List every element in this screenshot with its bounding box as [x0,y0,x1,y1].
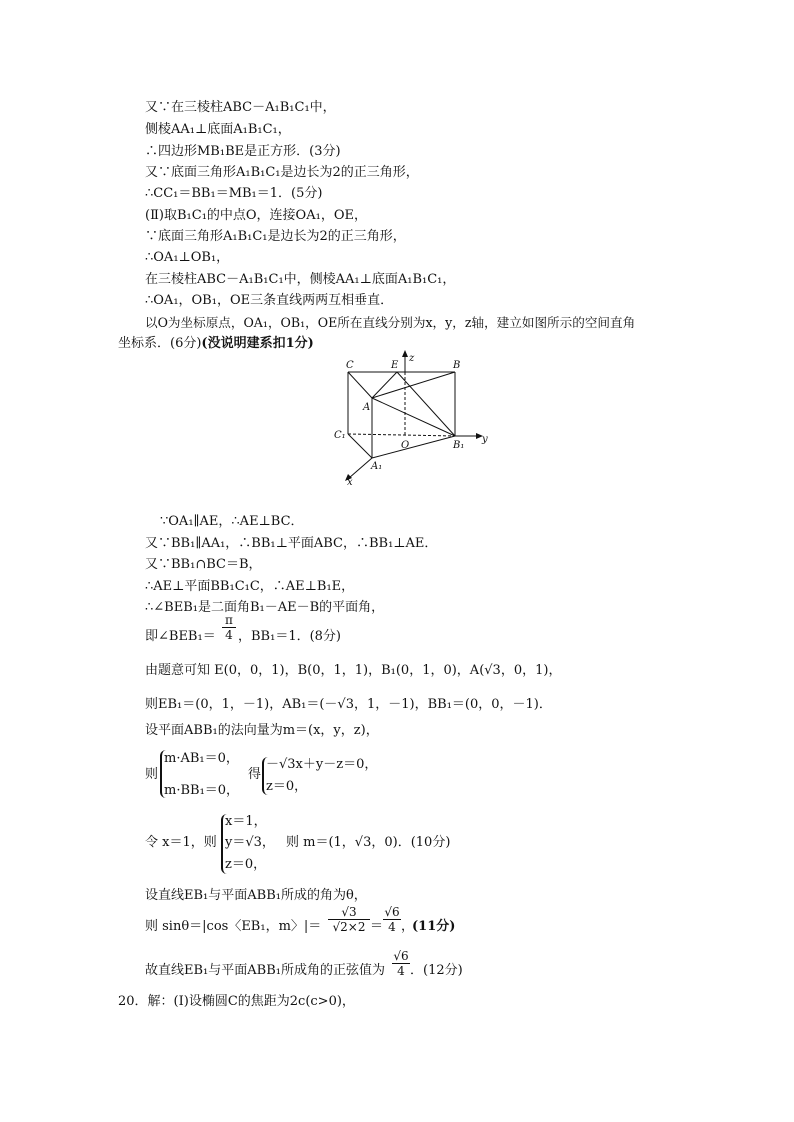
fraction-sqrt3-over [328,905,370,934]
text-line: ，BB₁＝1．(8分) [238,629,342,644]
equation: －√3x＋y－z＝0， [266,757,378,772]
text-line: (Ⅱ)取B₁C₁的中点O，连接OA₁，OE， [145,208,367,223]
text-line: 又∵底面三角形A₁B₁C₁是边长为2的正三角形， [145,165,419,180]
label-C1: C₁ [334,430,346,441]
equation: m·AB₁＝0， [164,751,239,766]
text-line: 则 m＝(1，√3，0)．(10分) [286,835,451,850]
denominator: 4 [222,627,236,642]
equation: y＝√3， [225,835,275,850]
denominator: 4 [383,919,401,934]
label-C: C [346,360,354,371]
hidden-C1B1 [348,434,455,436]
text-line: 由题意可知 E(0，0，1)，B(0，1，1)，B₁(0，1，0)，A(√3，0，1)， [145,663,562,678]
equation: z＝0， [225,857,267,872]
text-line: 在三棱柱ABC－A₁B₁C₁中，侧棱AA₁⊥底面A₁B₁C₁， [145,272,456,287]
numerator: π [225,613,233,627]
text-line: ∴OA₁，OB₁，OE三条直线两两互相垂直． [145,293,394,308]
text-line: 则EB₁＝(0，1，－1)，AB₁＝(－√3，1，－1)，BB₁＝(0，0，－1)． [145,697,552,712]
equation: z＝0， [266,779,308,794]
fraction-pi-4 [222,613,236,642]
label-x: x [347,477,353,488]
text-line: 又∵BB₁∩BC＝B， [145,557,262,572]
label-B: B [453,360,461,371]
text-line: ∴∠BEB₁是二面角B₁－AE－B的平面角， [145,600,385,615]
equation: m·BB₁＝0， [164,783,240,798]
label-O: O [401,440,410,451]
text-line: 设平面ABB₁的法向量为m＝(x，y，z)， [145,723,379,738]
text-line: 20．解：(Ⅰ)设椭圆C的焦距为2c(c>0)， [118,994,355,1009]
label-A: A [363,402,371,413]
text-let: 令 x＝1，则 [145,835,217,850]
z-arrow [402,350,408,357]
numerator: √6 [384,905,400,919]
text-line: ．(12分) [410,963,463,978]
fraction-sqrt6-4 [392,949,410,978]
label-B1: B₁ [453,440,465,451]
label-E: E [391,360,399,371]
text-line: 故直线EB₁与平面ABB₁所成角的正弦值为 [145,963,385,978]
text-span: 坐标系．(6分) [118,336,202,351]
text-get: 得 [248,767,262,782]
bold-note: (没说明建系扣1分) [201,336,314,351]
score-note: (11分) [412,919,456,934]
text-line: 侧棱AA₁⊥底面A₁B₁C₁， [145,122,291,137]
edge-AB1 [372,398,455,436]
text-line: 则 sinθ＝|cos〈EB₁，m〉|＝ [145,919,322,934]
text-line: 设直线EB₁与平面ABB₁所成的角为θ， [145,888,367,903]
edge-C1A1 [348,434,372,458]
denominator: 4 [392,963,410,978]
edge-CA [348,372,372,398]
text-line: 即∠BEB₁＝ [145,629,216,644]
text-line: ∵底面三角形A₁B₁C₁是边长为2的正三角形， [145,229,406,244]
text-line: 以O为坐标原点，OA₁，OB₁，OE所在直线分别为x，y，z轴，建立如图所示的空间直角 [145,315,636,330]
text-line: ∴AE⊥平面BB₁C₁C，∴AE⊥B₁E， [145,579,355,594]
edge-A1B1 [372,436,455,458]
text-line: ∴四边形MB₁BE是正方形．(3分) [145,144,341,159]
text-then: 则 [145,767,159,782]
label-A1: A₁ [371,461,383,472]
fraction-sqrt6-4 [383,905,401,934]
label-z: z [409,353,415,364]
denominator: √2×2 [328,919,370,934]
text-line: ＝ [370,919,384,934]
text-line: ， [401,919,415,934]
text-line: ∴OA₁⊥OB₁， [145,250,230,265]
text-line: 又∵在三棱柱ABC－A₁B₁C₁中， [145,100,336,115]
numerator: √3 [341,905,357,919]
text-line [118,335,314,353]
text-line: ∴CC₁＝BB₁＝MB₁＝1．(5分) [145,186,323,201]
x-axis [349,458,372,478]
prism-figure [325,350,495,488]
numerator: √6 [393,949,409,963]
text-line: ∵OA₁∥AE，∴AE⊥BC． [160,514,304,529]
equation: x＝1， [225,814,267,829]
text-line: 又∵BB₁∥AA₁，∴BB₁⊥平面ABC，∴BB₁⊥AE． [145,536,438,551]
label-y: y [482,434,488,445]
